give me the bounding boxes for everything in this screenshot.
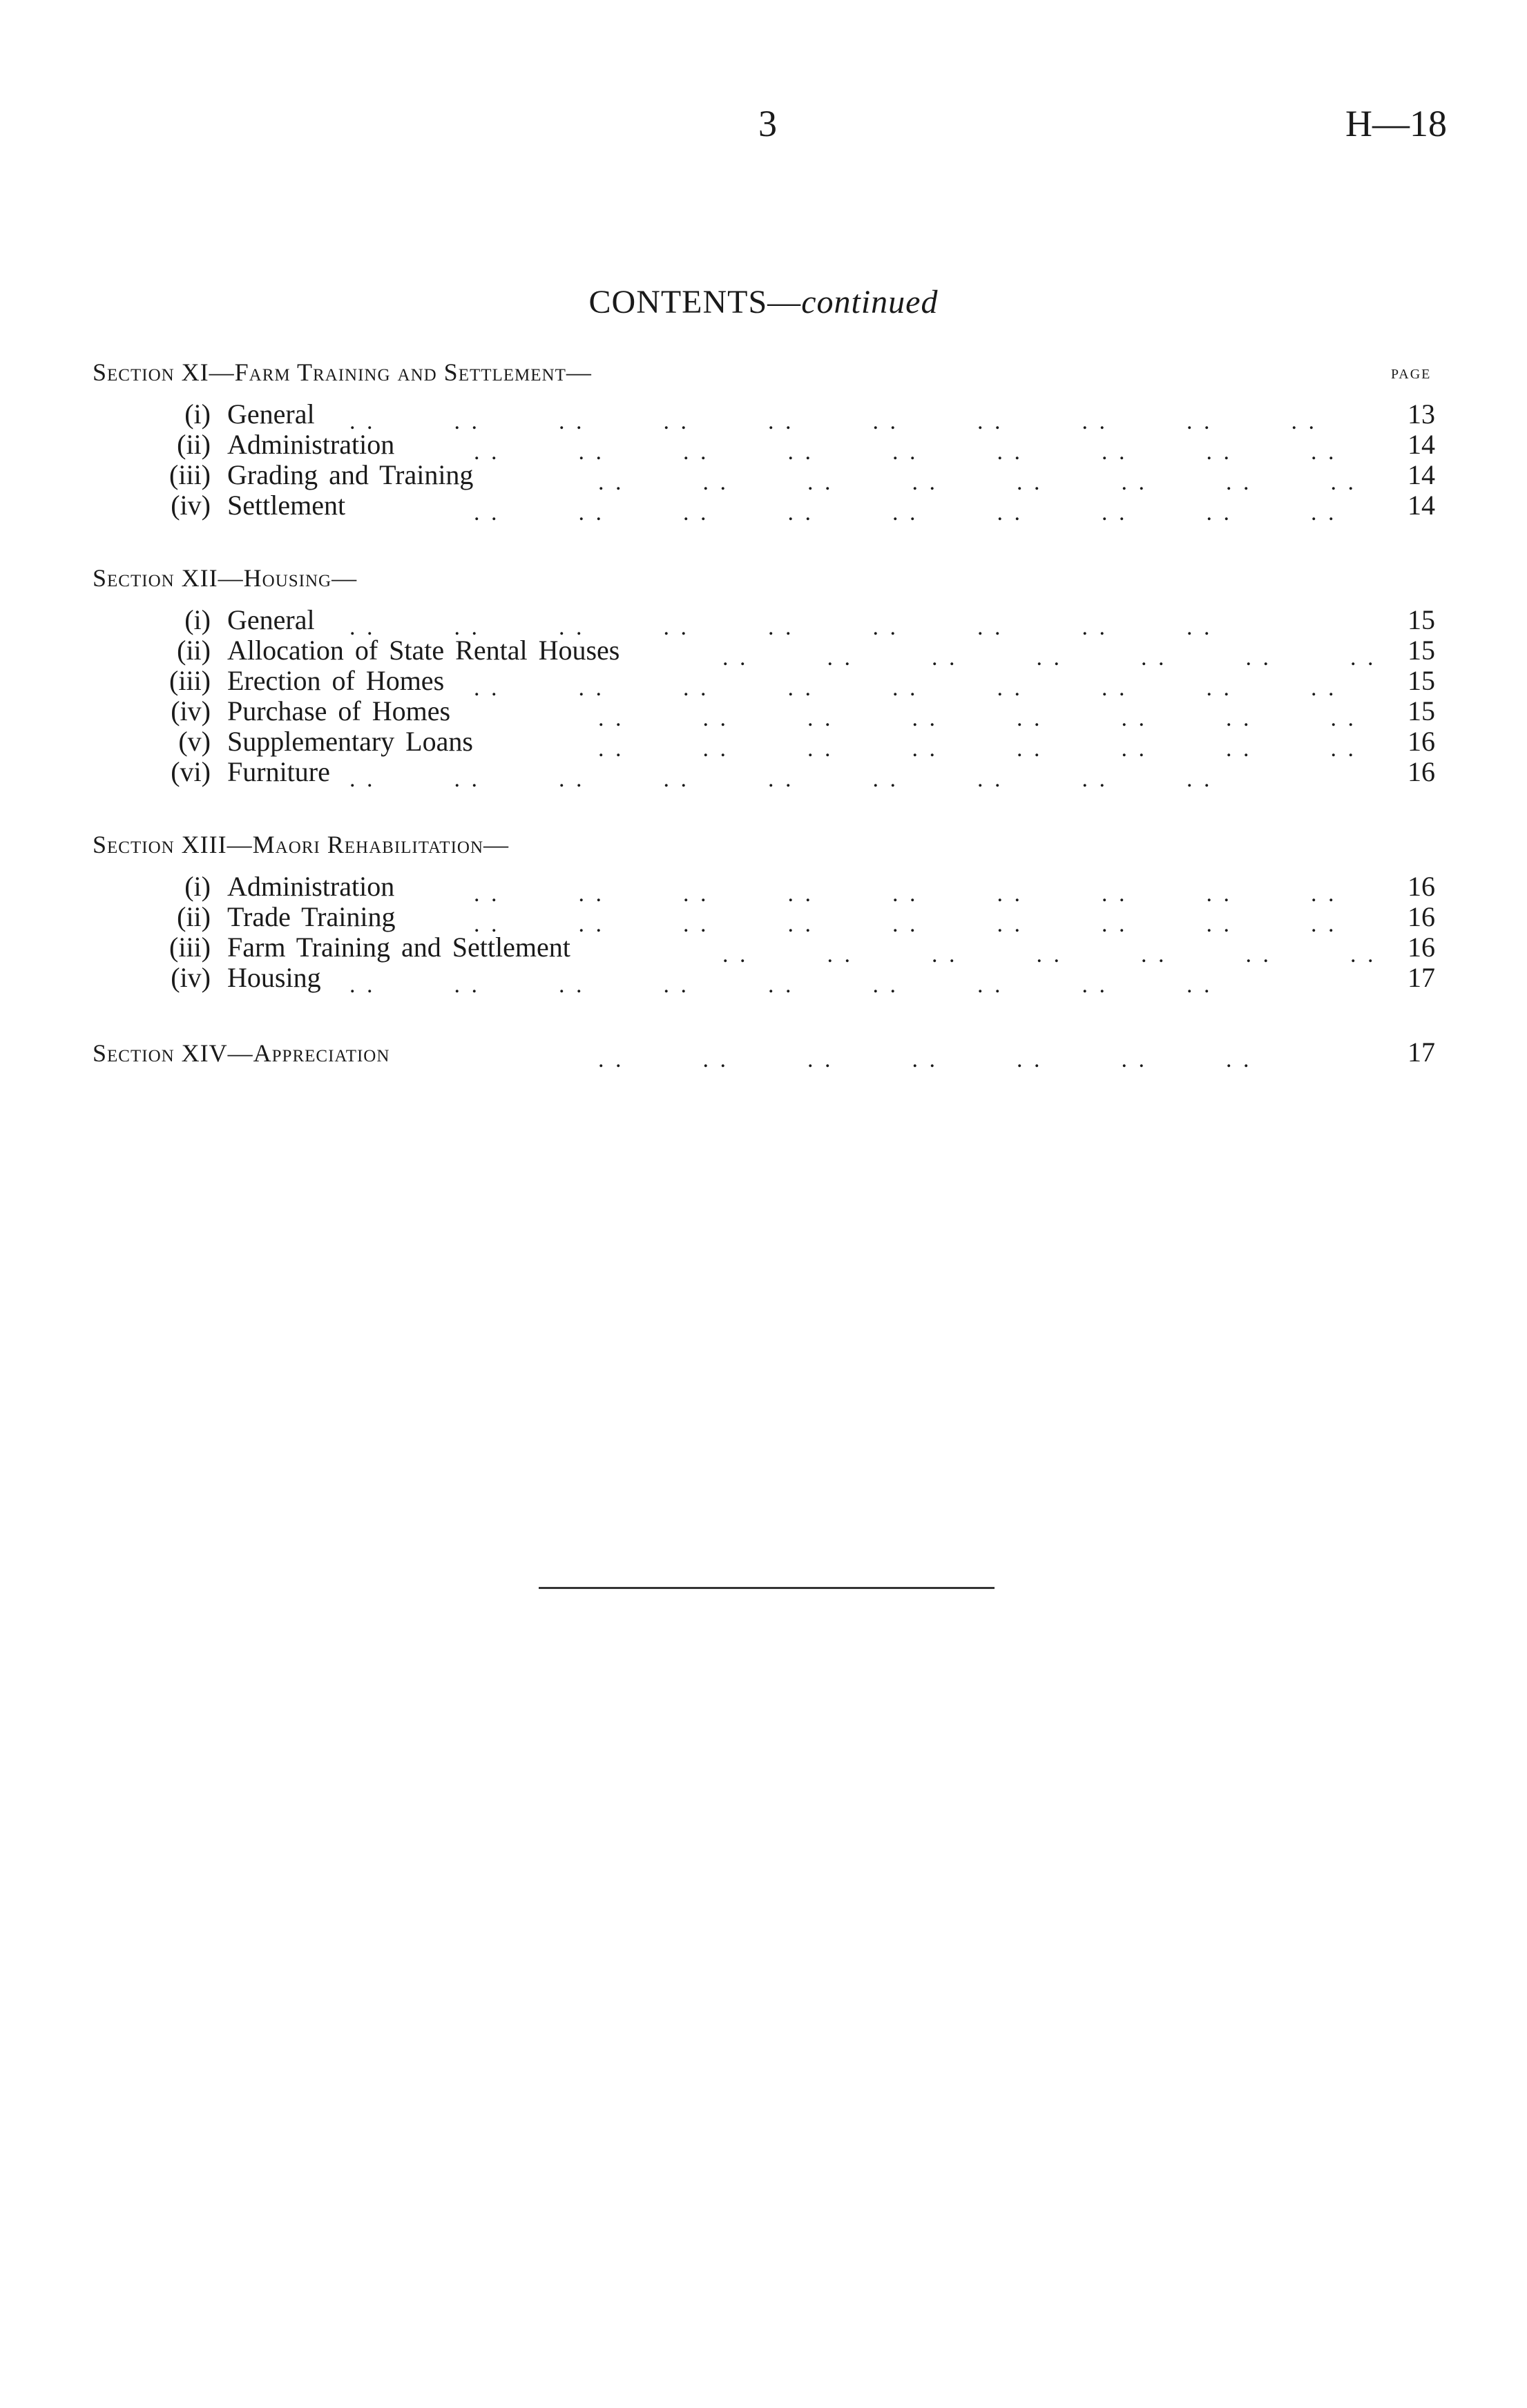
toc-entry-number: (ii) bbox=[177, 429, 211, 460]
toc-entry-number: (iii) bbox=[169, 459, 211, 490]
toc-entry-page: 17 bbox=[1408, 1037, 1435, 1068]
toc-entry-section-xiv[interactable] bbox=[0, 1036, 1527, 1072]
contents-title-main: CONTENTS— bbox=[588, 284, 802, 320]
dot-leader: . . . . . . . . . . . . . . bbox=[722, 942, 1376, 967]
toc-entry-number: (i) bbox=[184, 871, 211, 902]
toc-entry-number: (ii) bbox=[177, 635, 211, 666]
dot-leader: . . . . . . . . . . . . . . . . . . bbox=[474, 675, 1337, 701]
toc-entry-page: 16 bbox=[1408, 932, 1435, 963]
document-code: H—18 bbox=[1345, 103, 1447, 144]
toc-entry[interactable] bbox=[0, 664, 1527, 701]
toc-entry-number: (iv) bbox=[171, 962, 211, 993]
toc-entry[interactable] bbox=[0, 634, 1527, 671]
toc-entry[interactable] bbox=[0, 604, 1527, 640]
toc-entry-number: (v) bbox=[178, 726, 211, 757]
toc-entry[interactable] bbox=[0, 398, 1527, 434]
toc-entry-number: (iv) bbox=[171, 490, 211, 521]
toc-entry[interactable] bbox=[0, 489, 1527, 526]
toc-entry[interactable] bbox=[0, 428, 1527, 465]
toc-entry-number: (iv) bbox=[171, 695, 211, 726]
toc-entry-label: Administration bbox=[227, 429, 395, 460]
dot-leader: . . . . . . . . . . . . . . . . . . . . bbox=[349, 409, 1317, 434]
toc-entry-page: 16 bbox=[1408, 871, 1435, 902]
toc-entry-page: 15 bbox=[1408, 604, 1435, 635]
dot-leader: . . . . . . . . . . . . . . . . bbox=[598, 470, 1356, 495]
toc-entry[interactable] bbox=[0, 900, 1527, 937]
toc-entry-label: Farm Training and Settlement bbox=[227, 932, 570, 963]
contents-title-suffix: continued bbox=[801, 284, 939, 320]
toc-entry[interactable] bbox=[0, 725, 1527, 762]
toc-entry-label: Allocation of State Rental Houses bbox=[227, 635, 620, 666]
dot-leader: . . . . . . . . . . . . . . . . bbox=[598, 736, 1356, 762]
dot-leader: . . . . . . . . . . . . . . . . . . bbox=[349, 972, 1213, 998]
toc-entry-label: Administration bbox=[227, 871, 395, 902]
toc-entry-number: (iii) bbox=[169, 665, 211, 696]
toc-entry[interactable] bbox=[0, 695, 1527, 731]
toc-entry-page: 17 bbox=[1408, 962, 1435, 993]
section-heading-xiii: Section XIII—Maori Rehabilitation— bbox=[93, 831, 509, 858]
toc-entry[interactable] bbox=[0, 755, 1527, 792]
dot-leader: . . . . . . . . . . . . . . . . bbox=[598, 706, 1356, 731]
toc-entry-label: General bbox=[227, 604, 315, 635]
page-number: 3 bbox=[758, 103, 777, 144]
section-heading-xi: Section XI—Farm Training and Settlement— bbox=[93, 358, 592, 386]
section-heading-xii: Section XII—Housing— bbox=[93, 564, 358, 592]
toc-entry[interactable] bbox=[0, 459, 1527, 495]
toc-entry-number: (i) bbox=[184, 398, 211, 430]
toc-entry-label: General bbox=[227, 398, 315, 430]
page-column-label: page bbox=[1391, 362, 1432, 383]
dot-leader: . . . . . . . . . . . . . . bbox=[598, 1047, 1252, 1072]
dot-leader: . . . . . . . . . . . . . . . . . . bbox=[474, 912, 1337, 937]
toc-entry-page: 15 bbox=[1408, 635, 1435, 666]
toc-entry-page: 14 bbox=[1408, 429, 1435, 460]
toc-entry-label: Erection of Homes bbox=[227, 665, 445, 696]
toc-entry-page: 15 bbox=[1408, 695, 1435, 726]
toc-entry-page: 16 bbox=[1408, 901, 1435, 932]
contents-title bbox=[0, 283, 1527, 321]
dot-leader: . . . . . . . . . . . . . . . . . . bbox=[349, 615, 1213, 640]
dot-leader: . . . . . . . . . . . . . . . . . . bbox=[349, 767, 1213, 792]
toc-entry-number: (i) bbox=[184, 604, 211, 635]
toc-entry-page: 14 bbox=[1408, 490, 1435, 521]
toc-entry-number: (iii) bbox=[169, 932, 211, 963]
dot-leader: . . . . . . . . . . . . . . . . . . bbox=[474, 500, 1337, 526]
toc-entry-number: (ii) bbox=[177, 901, 211, 932]
toc-entry[interactable] bbox=[0, 870, 1527, 907]
toc-entry-label: Trade Training bbox=[227, 901, 396, 932]
toc-entry-number: (vi) bbox=[171, 756, 211, 787]
closing-rule bbox=[539, 1587, 995, 1589]
toc-entry-page: 16 bbox=[1408, 726, 1435, 757]
toc-entry[interactable] bbox=[0, 931, 1527, 967]
toc-entry-label: Settlement bbox=[227, 490, 346, 521]
toc-entry-page: 13 bbox=[1408, 398, 1435, 430]
toc-entry-page: 16 bbox=[1408, 756, 1435, 787]
toc-entry-label: Furniture bbox=[227, 756, 330, 787]
toc-entry-label: Grading and Training bbox=[227, 459, 474, 490]
dot-leader: . . . . . . . . . . . . . . . . . . bbox=[474, 881, 1337, 907]
toc-entry-label: Housing bbox=[227, 962, 321, 993]
toc-entry-label: Purchase of Homes bbox=[227, 695, 451, 726]
toc-entry[interactable] bbox=[0, 961, 1527, 998]
toc-entry-label: Supplementary Loans bbox=[227, 726, 473, 757]
dot-leader: . . . . . . . . . . . . . . bbox=[722, 645, 1376, 671]
dot-leader: . . . . . . . . . . . . . . . . . . bbox=[474, 439, 1337, 465]
toc-entry-page: 15 bbox=[1408, 665, 1435, 696]
toc-entry-page: 14 bbox=[1408, 459, 1435, 490]
section-heading-xiv: Section XIV—Appreciation bbox=[93, 1039, 390, 1067]
